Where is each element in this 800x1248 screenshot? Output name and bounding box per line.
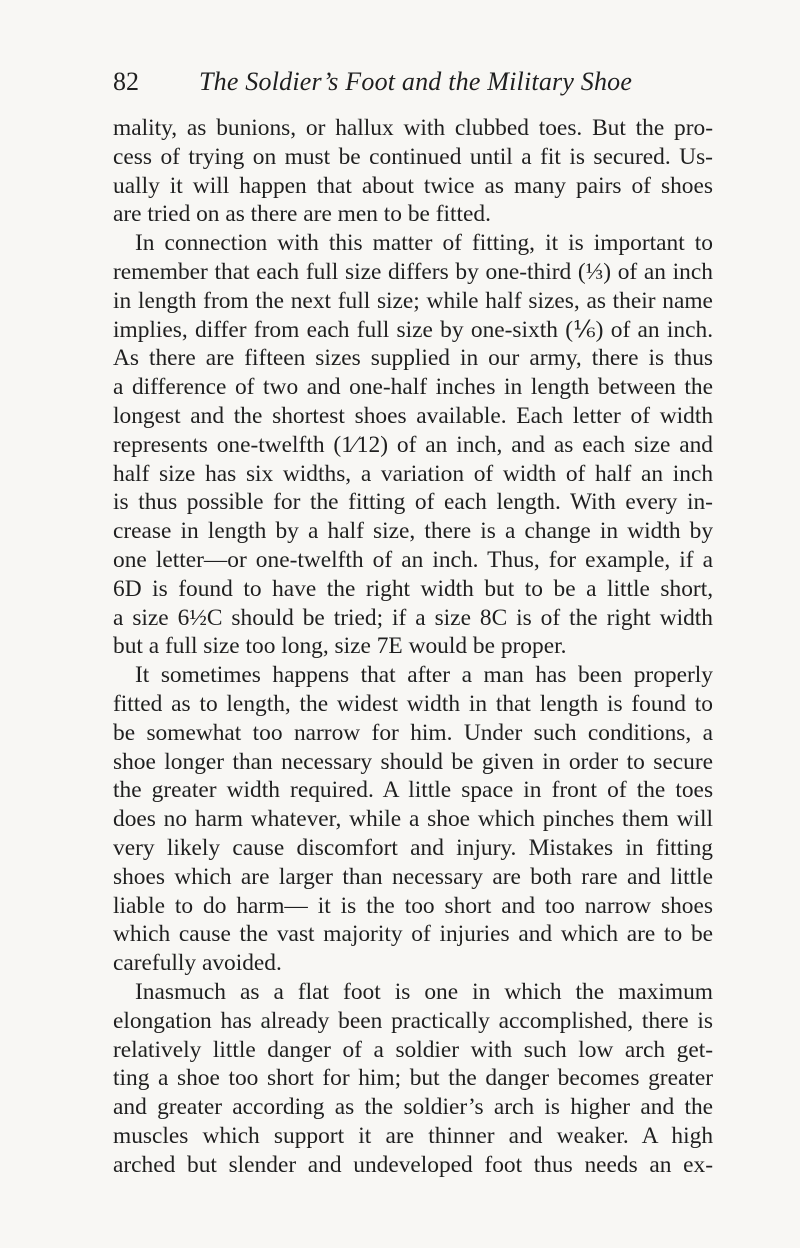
text-line: implies, differ from each full size by one-sixth (⅙) of an inch. — [113, 316, 714, 343]
page-number: 82 — [113, 67, 139, 96]
text-line: a size 6½C should be tried; if a size 8C is of the right width — [113, 604, 713, 631]
text-line: elongation has already been practically accomplished, there is — [113, 1007, 713, 1034]
text-line: relatively little danger of a soldier with such low arch get- — [113, 1036, 713, 1063]
text-line: 6D is found to have the right width but to be a little short, — [113, 575, 714, 602]
text-line: does no harm whatever, while a shoe which pinches them will — [113, 806, 714, 833]
text-line: liable to do harm— it is the too short and too narrow shoes — [113, 892, 713, 919]
text-line: Inasmuch as a flat foot is one in which the maximum — [135, 978, 713, 1005]
text-line: ually it will happen that about twice as many pairs of shoes — [113, 172, 713, 199]
text-line: arched but slender and undeveloped foot thus needs an ex- — [113, 1151, 714, 1178]
text-line: fitted as to length, the widest width in that length is found to — [113, 690, 713, 717]
text-line: are tried on as there are men to be fitted. — [113, 201, 491, 228]
text-line: represents one-twelfth (1⁄12) of an inch, and as each size and — [113, 431, 713, 458]
text-line: crease in length by a half size, there is a change in width by — [113, 518, 714, 545]
text-line: cess of trying on must be continued until a fit is secured. Us- — [113, 143, 713, 170]
text-line: and greater according as the soldier’s arch is higher and the — [113, 1094, 714, 1121]
text-line: half size has six widths, a variation of width of half an inch — [113, 460, 714, 487]
text-line: one letter—or one-twelfth of an inch. Thus, for example, if a — [113, 546, 713, 573]
text-line: shoes which are larger than necessary are both rare and little — [113, 863, 713, 890]
text-line: is thus possible for the fitting of each length. With every in- — [113, 489, 713, 516]
text-line: It sometimes happens that after a man has been properly — [135, 662, 713, 689]
text-line: but a full size too long, size 7E would be proper. — [113, 633, 567, 660]
running-title: The Soldier’s Foot and the Military Shoe — [199, 67, 633, 96]
text-line: mality, as bunions, or hallux with clubbed toes. But the pro- — [113, 115, 714, 141]
text-line: longest and the shortest shoes available. Each letter of width — [113, 402, 714, 429]
text-line: remember that each full size differs by one-third (⅓) of an inch — [113, 258, 713, 285]
text-line: In connection with this matter of fitting, it is important to — [135, 230, 713, 257]
text-line: in length from the next full size; while half sizes, as their name — [113, 287, 713, 314]
text-line: carefully avoided. — [113, 950, 282, 977]
text-line: be somewhat too narrow for him. Under such conditions, a — [113, 719, 713, 746]
body-text — [113, 114, 713, 1179]
text-line: shoe longer than necessary should be given in order to secure — [113, 748, 713, 775]
text-line: ting a shoe too short for him; but the danger becomes greater — [113, 1065, 714, 1092]
text-line: muscles which support it are thinner and weaker. A high — [113, 1122, 714, 1149]
text-line: very likely cause discomfort and injury. Mistakes in fitting — [113, 834, 713, 861]
page-header — [113, 62, 713, 102]
text-line: which cause the vast majority of injuries and which are to be — [113, 921, 714, 948]
text-line: a difference of two and one-half inches in length between the — [113, 374, 714, 401]
text-line: As there are fifteen sizes supplied in our army, there is thus — [113, 345, 714, 372]
text-line: the greater width required. A little space in front of the toes — [113, 777, 714, 804]
